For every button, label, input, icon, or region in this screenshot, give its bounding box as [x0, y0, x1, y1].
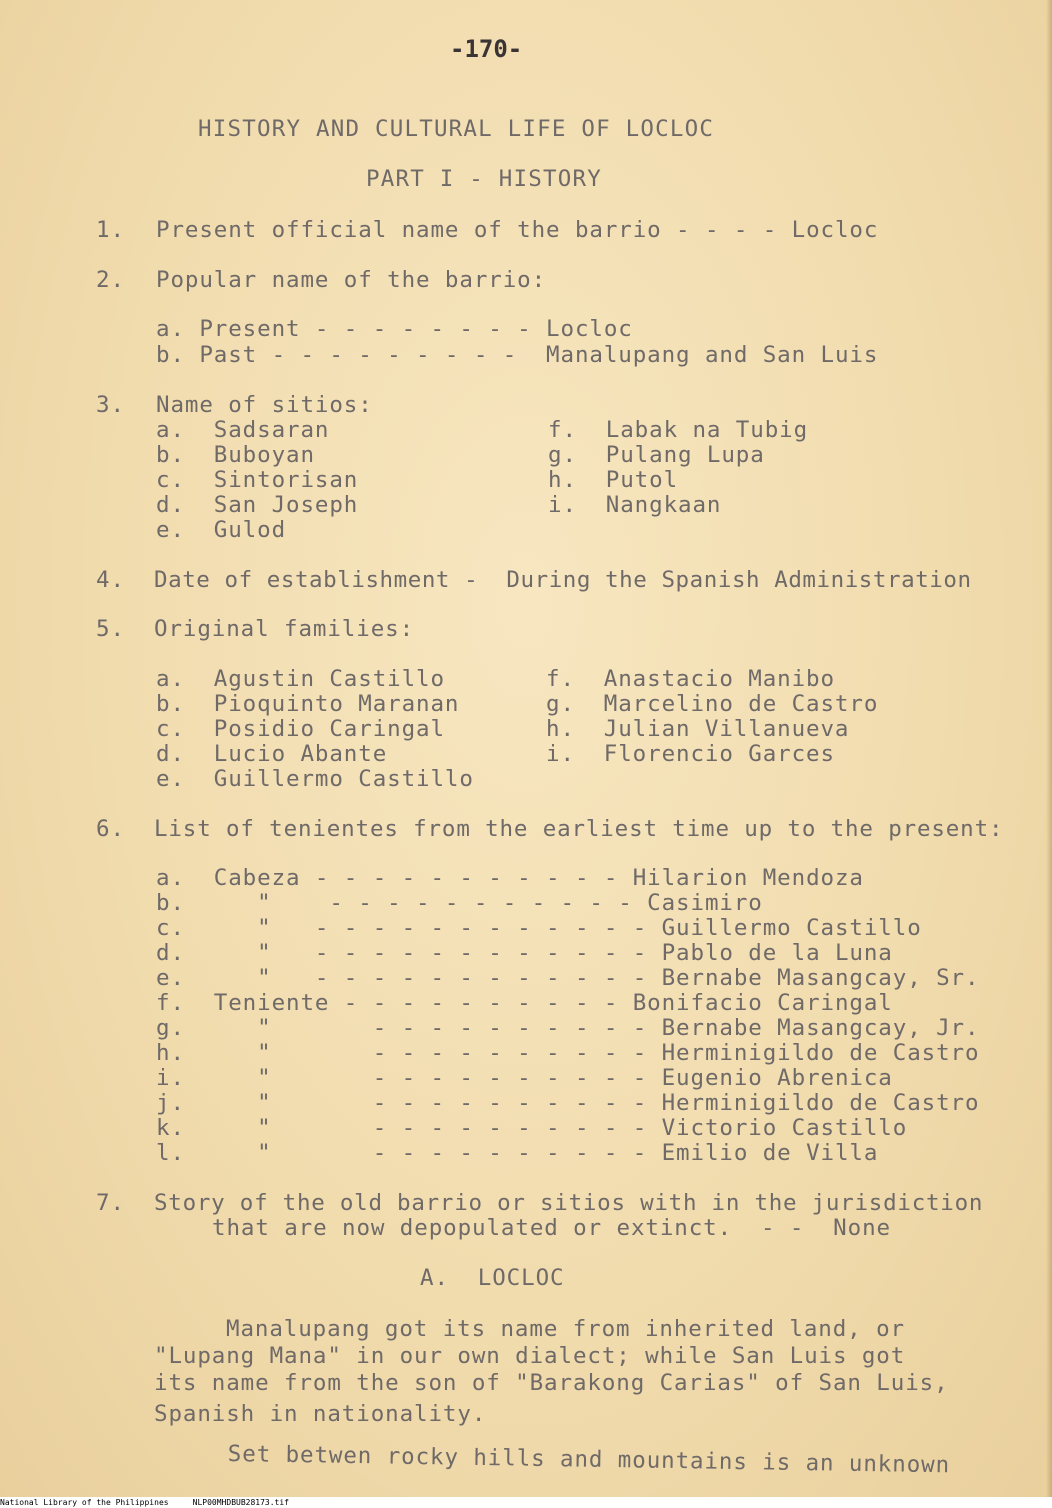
paragraph-line-4: Spanish in nationality. [154, 1401, 487, 1427]
family-right-4: i. Florencio Garces [546, 741, 835, 767]
sitio-left-1: a. Sadsaran [156, 417, 330, 443]
teniente-row-12: l. " - - - - - - - - - - Emilio de Villa [156, 1140, 879, 1166]
item-7-line-1: Story of the old barrio or sitios with in the jurisdiction [154, 1190, 984, 1216]
item-7-number: 7. [96, 1190, 125, 1216]
teniente-row-6: f. Teniente - - - - - - - - - - Bonifacio Caringal [156, 990, 893, 1016]
sitio-right-4: i. Nangkaan [548, 492, 722, 518]
teniente-row-11: k. " - - - - - - - - - - Victorio Castillo [156, 1115, 908, 1141]
part-heading: PART I - HISTORY [366, 166, 602, 192]
teniente-row-7: g. " - - - - - - - - - - Bernabe Masangcay, Jr. [156, 1015, 980, 1041]
family-left-1: a. Agustin Castillo [156, 666, 445, 692]
teniente-row-1: a. Cabeza - - - - - - - - - - - Hilarion Mendoza [156, 865, 864, 891]
item-5-number: 5. [96, 616, 125, 642]
item-4-text: Date of establishment - During the Spanish Administration [154, 567, 972, 593]
teniente-row-10: j. " - - - - - - - - - - Herminigildo de Castro [156, 1090, 980, 1116]
teniente-row-8: h. " - - - - - - - - - - Herminigildo de Castro [156, 1040, 980, 1066]
item-6-number: 6. [96, 816, 125, 842]
section-a-heading: A. LOCLOC [420, 1265, 565, 1291]
paragraph-line-5: Set betwen rocky hills and mountains is an unknown [227, 1441, 951, 1479]
item-1-number: 1. [96, 217, 125, 243]
item-5-text: Original families: [154, 616, 415, 642]
family-left-4: d. Lucio Abante [156, 741, 388, 767]
item-2b: b. Past - - - - - - - - - Manalupang and San Luis [156, 342, 879, 368]
item-6-text: List of tenientes from the earliest time up to the present: [154, 816, 1004, 842]
sitio-left-4: d. San Joseph [156, 492, 359, 518]
family-right-2: g. Marcelino de Castro [546, 691, 879, 717]
scan-footer: National Library of the Philippines NLP00MHDBUB28173.tif [0, 1497, 1052, 1508]
item-2-text: Popular name of the barrio: [156, 267, 547, 293]
teniente-row-3: c. " - - - - - - - - - - - - Guillermo Castillo [156, 915, 922, 941]
sitio-right-3: h. Putol [548, 467, 679, 493]
teniente-row-2: b. " - - - - - - - - - - - Casimiro [156, 890, 763, 916]
sitio-left-5: e. Gulod [156, 517, 287, 543]
paragraph-line-3: its name from the son of "Barakong Carias" of San Luis, [154, 1370, 949, 1396]
item-7-line-2: that are now depopulated or extinct. - - None [212, 1215, 891, 1241]
paragraph-line-2: "Lupang Mana" in our own dialect; while San Luis got [154, 1343, 906, 1369]
page-number: -170- [450, 35, 523, 63]
teniente-row-5: e. " - - - - - - - - - - - - Bernabe Masangcay, Sr. [156, 965, 980, 991]
item-3-text: Name of sitios: [156, 392, 373, 418]
sitio-left-2: b. Buboyan [156, 442, 315, 468]
sitio-right-1: f. Labak na Tubig [548, 417, 809, 443]
family-right-1: f. Anastacio Manibo [546, 666, 835, 692]
item-3-number: 3. [96, 392, 125, 418]
paragraph-line-1: Manalupang got its name from inherited land, or [226, 1316, 905, 1342]
item-1-text: Present official name of the barrio - - - - Locloc [156, 217, 879, 243]
document-title: HISTORY AND CULTURAL LIFE OF LOCLOC [198, 116, 715, 142]
family-left-3: c. Posidio Caringal [156, 716, 445, 742]
item-2-number: 2. [96, 267, 125, 293]
teniente-row-4: d. " - - - - - - - - - - - - Pablo de la Luna [156, 940, 893, 966]
item-2a: a. Present - - - - - - - - Locloc [156, 316, 633, 342]
family-left-2: b. Pioquinto Maranan [156, 691, 460, 717]
page-edge-shadow [1046, 0, 1052, 1508]
family-left-5: e. Guillermo Castillo [156, 766, 474, 792]
sitio-right-2: g. Pulang Lupa [548, 442, 765, 468]
teniente-row-9: i. " - - - - - - - - - - Eugenio Abrenica [156, 1065, 893, 1091]
item-4-number: 4. [96, 567, 125, 593]
sitio-left-3: c. Sintorisan [156, 467, 359, 493]
family-right-3: h. Julian Villanueva [546, 716, 850, 742]
